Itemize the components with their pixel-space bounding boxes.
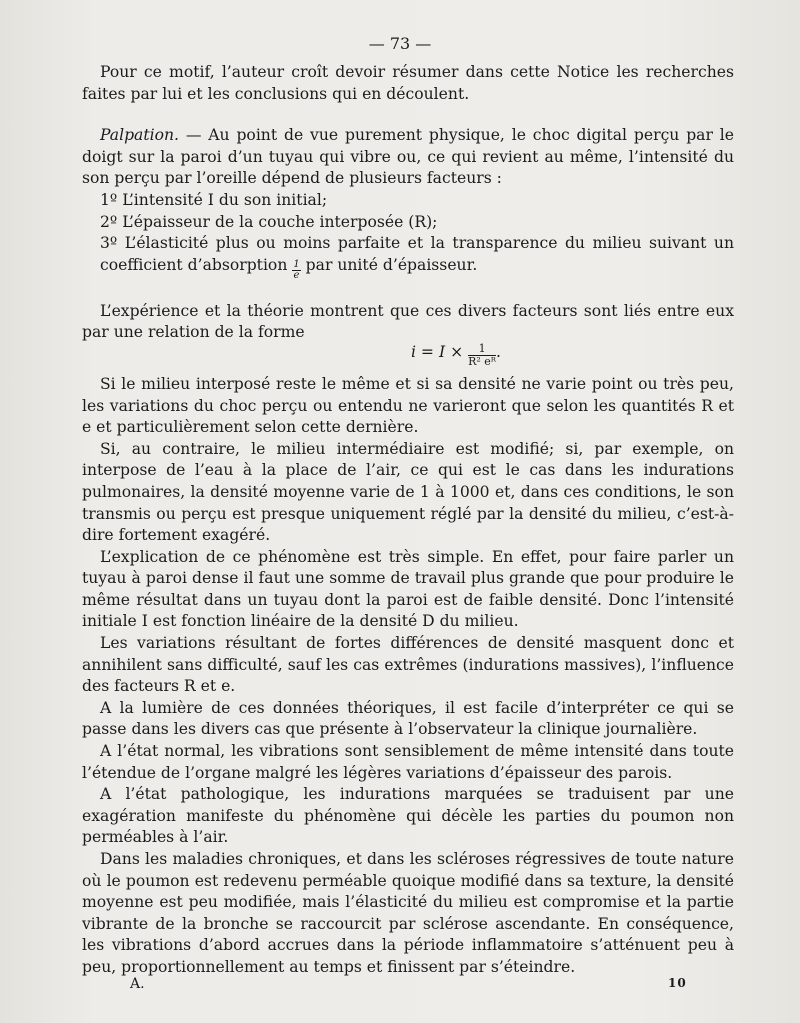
paragraph-relation: L’expérience et la théorie montrent que ces divers facteurs sont liés entre eux par une relation de la forme [82, 301, 734, 342]
formula-fraction: $\frac{1}{\text{R² eᴿ}}$ [468, 341, 497, 368]
fraction-absorption: $\frac{1}{e}$ [293, 258, 300, 281]
formula: i = I × $\frac{1}{\text{R² eᴿ}}$. [410, 341, 501, 368]
list-item: 3º L’élasticité plus ou moins parfaite et la transparence du milieu suivant un coefficient d’absorption $\frac{1}{e}$ par unité d’épaisseur. [100, 234, 734, 281]
list-item: 1º L’intensité I du son initial; [100, 190, 328, 209]
paragraph: L’explication de ce phénomène est très simple. En effet, pour faire parler un tuyau à paroi dense il faut une somme de travail plus grande que pour produire le même résultat dans un tuyau dont la paroi est de faible densité. Donc l’intensité initiale I est fonction linéaire de la densité D du milieu. [82, 547, 734, 631]
paragraph: A l’état pathologique, les indurations marquées se traduisent par une exagération manifeste du phénomène qui décèle les parties du poumon non perméables à l’air. [82, 785, 734, 847]
paragraph: Si le milieu interposé reste le même et si sa densité ne varie point ou très peu, les variations du choc perçu ou entendu ne varieront que selon les quantités R et e et particulièrement selon cette dernière. [82, 374, 734, 437]
factor-list [82, 190, 734, 281]
signature-mark: A. [130, 976, 145, 992]
paragraph-intro: Pour ce motif, l’auteur croît devoir résumer dans cette Notice les recherches faites par lui et les conclusions qui en découlent. [82, 63, 734, 103]
paragraph: Dans les maladies chroniques, et dans les scléroses régressives de toute nature où le poumon est redevenu perméable quoique modifié dans sa texture, la densité moyenne est peu modifiée, mais l’élasticité du milieu est compromise et la partie vibrante de la bronche se raccourcit par sclérose ascendante. En conséquence, les vibrations d’abord accrues dans la période inflammatoire s’atténuent peu à peu, proportionnellement au temps et finissent par s’éteindre. [82, 850, 734, 976]
sheet-number: 10 [668, 976, 687, 990]
list-item: 2º L’épaisseur de la couche interposée (R); [100, 212, 438, 231]
paragraph: A la lumière de ces données théoriques, il est facile d’interpréter ce qui se passe dans les divers cas que présente à l’observateur la clinique journalière. [82, 698, 734, 739]
paragraph: Si, au contraire, le milieu intermédiaire est modifié; si, par exemple, on interpose de l’eau à la place de l’air, ce qui est le cas dans les indurations pulmonaires, la densité moyenne varie de 1 à 1000 et, dans ces conditions, le son transmis ou perçu est presque uniquement réglé par la densité du milieu, c’est-à-dire fortement exagéré. [82, 439, 734, 545]
palpation-text: — Au point de vue purement physique, le choc digital perçu par le doigt sur la paroi d’un tuyau qui vibre ou, ce qui revient au même, l’intensité du son perçu par l’oreille dépend de plusieurs facteurs : [82, 126, 734, 188]
document-body [82, 62, 734, 979]
page-number: — 73 — [368, 34, 432, 53]
paragraph: Les variations résultant de fortes différences de densité masquent donc et annihilent sans difficulté, sauf les cas extrêmes (indurations massives), l’influence des facteurs R et e. [82, 634, 734, 696]
palpation-heading: Palpation. [100, 126, 179, 145]
paragraph: A l’état normal, les vibrations sont sensiblement de même intensité dans toute l’étendue de l’organe malgré les légères variations d’épaisseur des parois. [82, 742, 734, 782]
paragraph-palpation [82, 125, 734, 190]
